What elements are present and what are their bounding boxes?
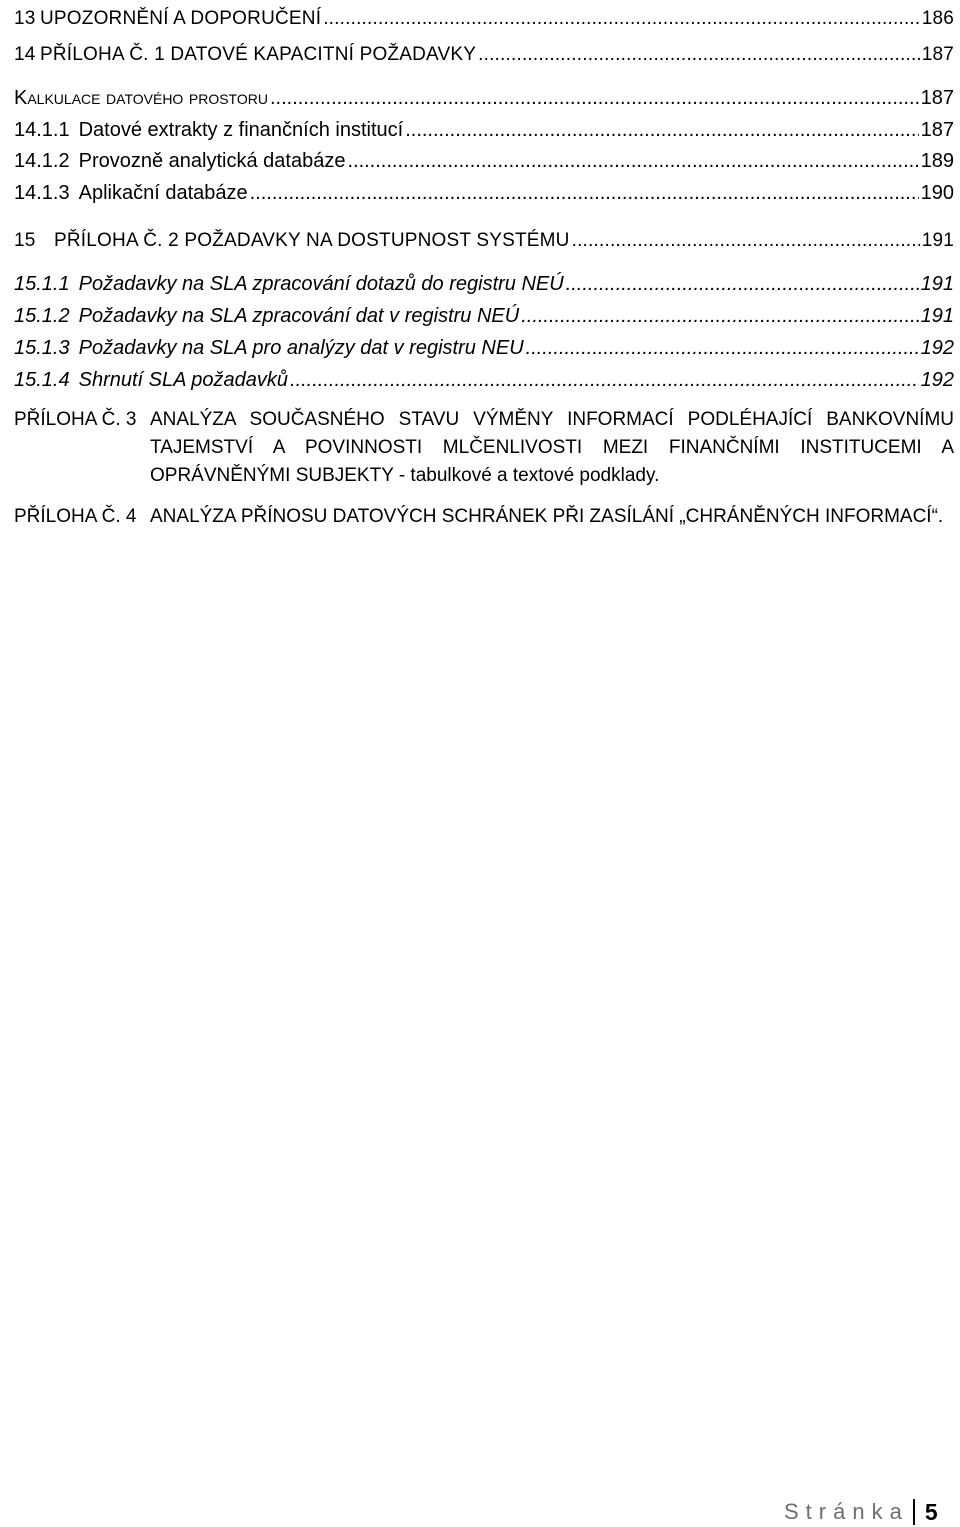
toc-entry-number: 15.1.4 (14, 369, 70, 391)
dot-leader (478, 44, 920, 66)
annex-text: ANALÝZA SOUČASNÉHO STAVU VÝMĚNY INFORMACÍ PODLÉHAJÍCÍ BANKOVNÍMU TAJEMSTVÍ A POVINNOSTI MLČENLIVOSTI MEZI FINANČNÍMI INSTITUCEMI A OPRÁVNĚNÝMI SUBJEKTY - tabulkové a textové podklady. (150, 409, 954, 486)
toc-entry-page: 187 (920, 87, 954, 109)
annex-text: ANALÝZA PŘÍNOSU DATOVÝCH SCHRÁNEK PŘI ZASÍLÁNÍ „CHRÁNĚNÝCH INFORMACÍ“. (150, 506, 944, 527)
toc-entry-page: 187 (921, 44, 954, 65)
dot-leader (405, 119, 918, 142)
toc-entry-title: Požadavky na SLA zpracování dat v registru NEÚ (78, 305, 520, 327)
toc-entry-title: Shrnutí SLA požadavků (78, 369, 289, 391)
toc-entry-title: Provozně analytická databáze (78, 150, 346, 172)
toc-entry-number: 15 (14, 230, 36, 251)
page-footer (784, 1497, 938, 1527)
dot-leader (250, 182, 919, 205)
dot-leader (270, 87, 919, 110)
toc-entry-number: 13 (14, 8, 36, 29)
dot-leader (566, 273, 919, 296)
footer-page-number: 5 (924, 1498, 938, 1525)
toc-entry-title: Požadavky na SLA zpracování dotazů do registru NEÚ (78, 273, 564, 295)
dot-leader (323, 8, 919, 30)
toc-entry-page: 191 (921, 230, 954, 251)
toc-entry-title: Kalkulace datového prostoru (14, 87, 268, 109)
toc-entry-title: Datové extrakty z finančních institucí (78, 119, 404, 141)
toc-entry-number: 14.1.3 (14, 182, 70, 204)
toc-entry-15-1-3[interactable] (14, 330, 954, 360)
dot-leader (572, 230, 920, 252)
toc-entry-page: 190 (920, 182, 954, 204)
toc-entry-14-1-3[interactable] (14, 175, 954, 205)
dot-leader (526, 337, 919, 360)
toc-entry-number: 15.1.3 (14, 337, 70, 359)
toc-entry-kalkulace[interactable] (14, 80, 954, 110)
toc-entry-page: 191 (920, 305, 954, 327)
toc-entry-15[interactable] (14, 222, 954, 252)
annex-label: PŘÍLOHA Č. 3 (14, 409, 137, 430)
annex-4 (14, 503, 954, 531)
toc-entry-15-1-4[interactable] (14, 362, 954, 392)
toc-entry-title: UPOZORNĚNÍ A DOPORUČENÍ (40, 8, 322, 29)
toc-entry-title: PŘÍLOHA Č. 1 DATOVÉ KAPACITNÍ POŽADAVKY (40, 44, 477, 65)
footer-page-label: Stránka (784, 1499, 909, 1524)
toc-entry-page: 192 (920, 369, 954, 391)
toc-entry-number: 14.1.2 (14, 150, 70, 172)
dot-leader (347, 150, 918, 173)
toc-entry-title: Požadavky na SLA pro analýzy dat v registru NEU (78, 337, 524, 359)
toc-entry-number: 14.1.1 (14, 119, 70, 141)
annex-3 (14, 406, 954, 490)
toc-entry-13[interactable] (14, 0, 954, 30)
toc-entry-title: Aplikační databáze (78, 182, 248, 204)
toc-entry-page: 191 (920, 273, 954, 295)
footer-divider (913, 1499, 915, 1525)
toc-entry-14-1-2[interactable] (14, 143, 954, 173)
dot-leader (290, 369, 919, 392)
dot-leader (521, 305, 918, 328)
toc-entry-page: 186 (921, 8, 954, 29)
toc-entry-number: 14 (14, 44, 36, 65)
toc-entry-14-1-1[interactable] (14, 112, 954, 142)
toc-entry-title: PŘÍLOHA Č. 2 POŽADAVKY NA DOSTUPNOST SYSTÉMU (54, 230, 570, 251)
toc-entry-14[interactable] (14, 36, 954, 66)
toc-entry-page: 192 (920, 337, 954, 359)
annex-label: PŘÍLOHA Č. 4 (14, 506, 137, 527)
toc-entry-15-1-1[interactable] (14, 266, 954, 296)
toc-entry-number: 15.1.1 (14, 273, 70, 295)
toc-entry-page: 189 (920, 150, 954, 172)
toc-entry-page: 187 (920, 119, 954, 141)
toc-entry-number: 15.1.2 (14, 305, 70, 327)
toc-entry-15-1-2[interactable] (14, 298, 954, 328)
